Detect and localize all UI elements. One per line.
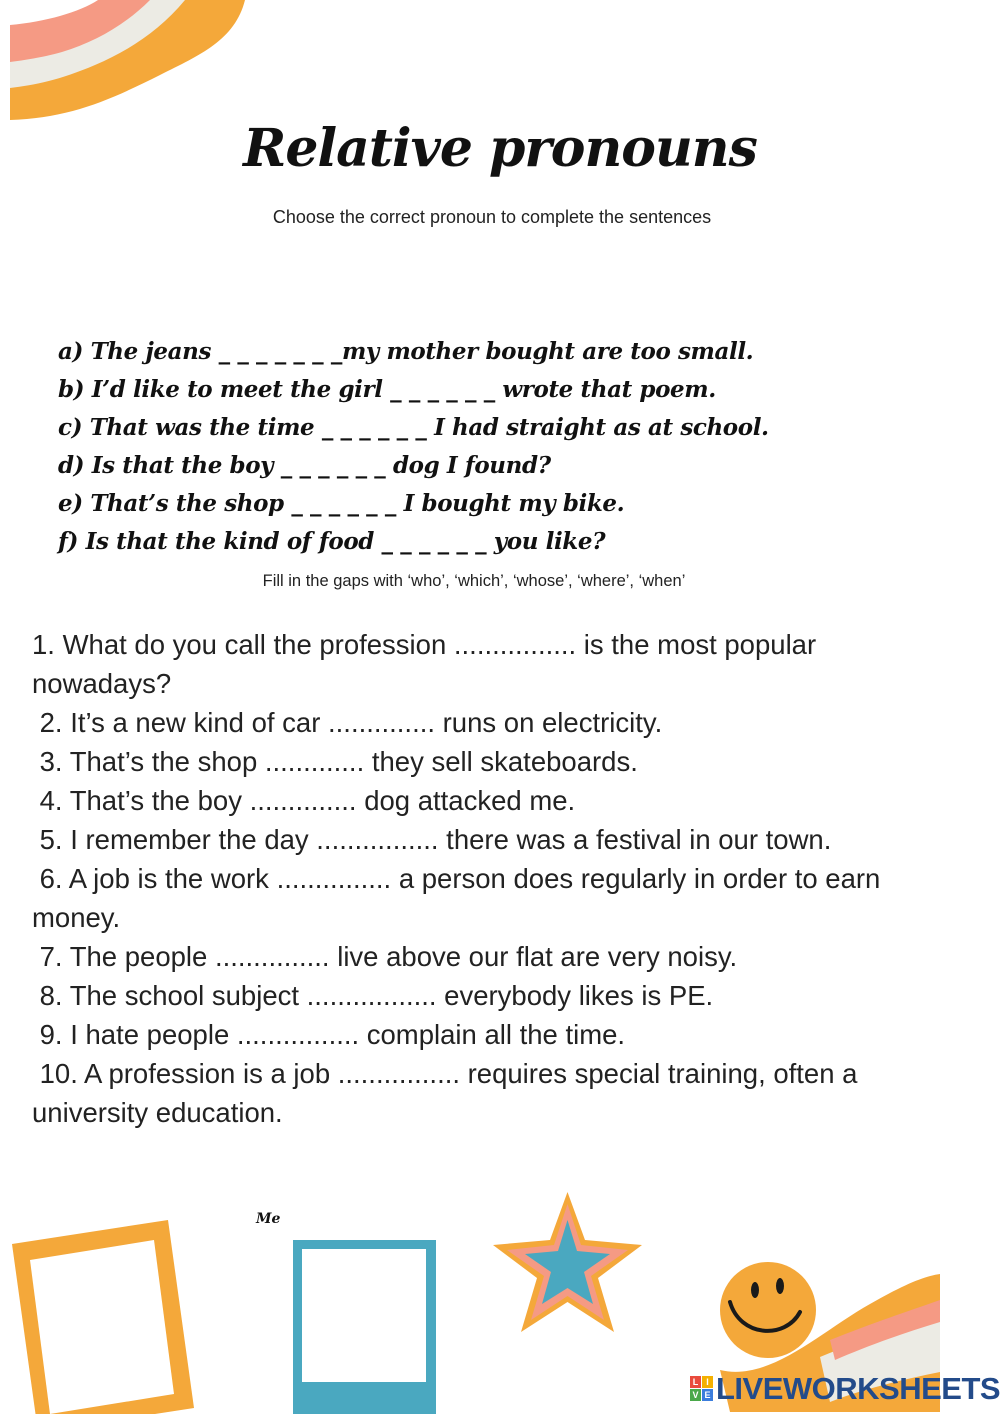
list-item: 4. That’s the boy .............. dog attacked me. xyxy=(32,785,576,816)
list-item: d) Is that the boy _ _ _ _ _ _ dog I found? xyxy=(58,452,551,479)
exercise-part1 xyxy=(58,333,958,561)
list-item: 9. I hate people ................ complain all the time. xyxy=(32,1019,626,1050)
list-item: 6. A job is the work ............... a person does regularly in order to earn money. xyxy=(32,863,888,933)
list-item: a) The jeans _ _ _ _ _ _ _my mother bought are too small. xyxy=(58,338,754,365)
instruction-part1: Choose the correct pronoun to complete the sentences xyxy=(272,207,712,227)
brand-icon-letter: L xyxy=(690,1376,701,1388)
list-item: 5. I remember the day ................ there was a festival in our town. xyxy=(32,824,832,855)
instruction-part2: Fill in the gaps with ‘who’, ‘which’, ‘whose’, ‘where’, ‘when’ xyxy=(262,572,686,590)
star-icon xyxy=(490,1190,645,1335)
photo-frame-orange xyxy=(8,1218,198,1414)
list-item: b) I’d like to meet the girl _ _ _ _ _ _ wrote that poem. xyxy=(58,376,716,403)
page-title: Relative pronouns xyxy=(243,118,757,179)
exercise-part2 xyxy=(32,625,932,1132)
list-item: 2. It’s a new kind of car .............. runs on electricity. xyxy=(32,707,663,738)
me-label: Me xyxy=(256,1211,281,1227)
list-item: e) That’s the shop _ _ _ _ _ _ I bought my bike. xyxy=(58,490,625,517)
brand-icon-letter: E xyxy=(702,1389,713,1401)
list-item: 7. The people ............... live above our flat are very noisy. xyxy=(32,941,738,972)
photo-frame-teal xyxy=(293,1240,436,1414)
list-item: f) Is that the kind of food _ _ _ _ _ _ you like? xyxy=(58,528,606,555)
list-item: c) That was the time _ _ _ _ _ _ I had straight as at school. xyxy=(58,414,769,441)
brand-name: LIVEWORKSHEETS xyxy=(716,1371,1000,1406)
wave-decoration-top xyxy=(0,0,250,125)
brand-icon xyxy=(690,1376,714,1402)
brand-icon-letter: V xyxy=(690,1389,701,1401)
brand-icon-letter: I xyxy=(702,1376,713,1388)
list-item: 10. A profession is a job ................ requires special training, often a university education. xyxy=(32,1058,866,1128)
list-item: 3. That’s the shop ............. they sell skateboards. xyxy=(32,746,638,777)
list-item: 1. What do you call the profession ................ is the most popular nowadays? xyxy=(32,629,824,699)
list-item: 8. The school subject ................. everybody likes is PE. xyxy=(32,980,714,1011)
